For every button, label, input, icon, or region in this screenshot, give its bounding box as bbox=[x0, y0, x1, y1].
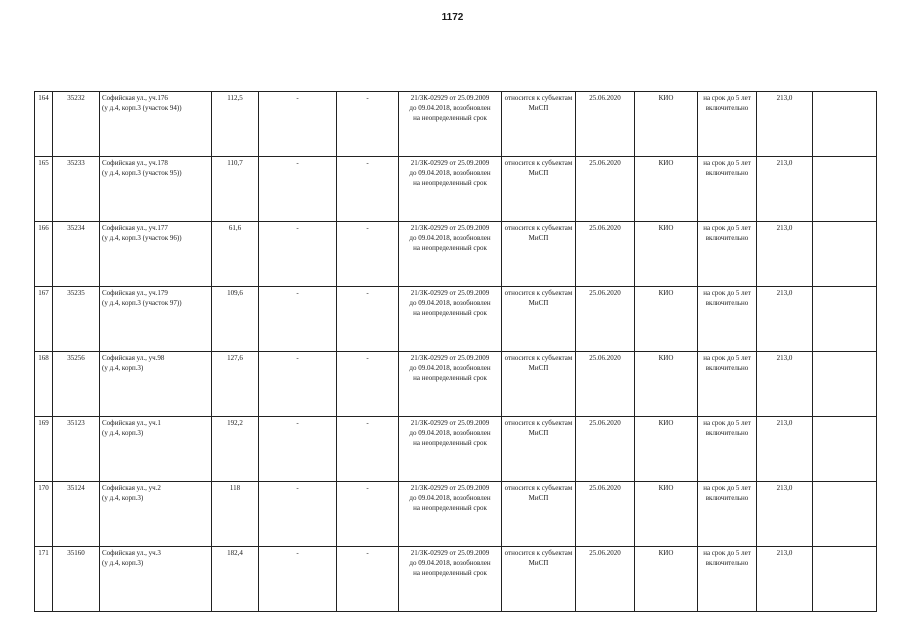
contract-renewal: на неопределенный срок bbox=[413, 179, 487, 187]
cell-value: 35124 bbox=[67, 484, 85, 492]
term-qualifier: включительно bbox=[705, 494, 749, 502]
term-line: на срок до 5 лет bbox=[703, 159, 751, 167]
cell-value: 168 bbox=[38, 354, 49, 362]
contract-cell bbox=[399, 417, 502, 482]
object-code bbox=[53, 222, 100, 287]
table-row bbox=[35, 157, 877, 222]
blank-cell bbox=[813, 547, 877, 612]
address-line: Софийская ул., уч.178 bbox=[102, 159, 168, 167]
address-line: Софийская ул., уч.176 bbox=[102, 94, 168, 102]
row-number bbox=[35, 352, 53, 417]
cell-value: КИО bbox=[658, 94, 674, 102]
term-line: на срок до 5 лет bbox=[703, 484, 751, 492]
cell-value: 25.06.2020 bbox=[589, 94, 621, 102]
term-qualifier: включительно bbox=[705, 299, 749, 307]
status-category: МиСП bbox=[528, 234, 549, 242]
cell-value: 25.06.2020 bbox=[589, 549, 621, 557]
cell-value: - bbox=[366, 419, 369, 427]
contract-cell bbox=[399, 547, 502, 612]
organization-cell bbox=[635, 482, 698, 547]
cell-value: 164 bbox=[38, 94, 49, 102]
empty-value-cell bbox=[259, 352, 337, 417]
cell-value: - bbox=[296, 224, 299, 232]
area-cell bbox=[212, 157, 259, 222]
status-line: относится к субъектам bbox=[504, 549, 573, 557]
cell-value: - bbox=[296, 549, 299, 557]
status-line: относится к субъектам bbox=[504, 289, 573, 297]
object-code bbox=[53, 417, 100, 482]
address-detail: (у д.4, корп.3 (участок 95)) bbox=[102, 169, 182, 177]
cell-value: 35256 bbox=[67, 354, 85, 362]
empty-value-cell bbox=[259, 482, 337, 547]
object-code bbox=[53, 352, 100, 417]
empty-value-cell bbox=[259, 417, 337, 482]
organization-cell bbox=[635, 157, 698, 222]
cell-value: 213,0 bbox=[776, 94, 793, 102]
cell-value: КИО bbox=[658, 419, 674, 427]
cell-value: - bbox=[366, 224, 369, 232]
contract-renewal: на неопределенный срок bbox=[413, 439, 487, 447]
row-number bbox=[35, 417, 53, 482]
cell-value: 213,0 bbox=[776, 484, 793, 492]
cell-value: 182,4 bbox=[227, 549, 243, 557]
cell-value: 110,7 bbox=[227, 159, 243, 167]
term-cell bbox=[698, 92, 757, 157]
rate-cell bbox=[757, 547, 813, 612]
blank-cell bbox=[813, 417, 877, 482]
cell-value: 25.06.2020 bbox=[589, 289, 621, 297]
status-line: относится к субъектам bbox=[504, 224, 573, 232]
area-cell bbox=[212, 352, 259, 417]
term-cell bbox=[698, 482, 757, 547]
contract-term: до 09.04.2018, возобновлен bbox=[409, 429, 491, 437]
cell-value: 35232 bbox=[67, 94, 85, 102]
empty-value-cell bbox=[259, 92, 337, 157]
cell-value: 35233 bbox=[67, 159, 85, 167]
address-line: Софийская ул., уч.1 bbox=[102, 419, 161, 427]
address-cell bbox=[100, 222, 212, 287]
term-cell bbox=[698, 547, 757, 612]
registry-rows bbox=[35, 92, 877, 612]
cell-value: 35234 bbox=[67, 224, 85, 232]
empty-value-cell bbox=[259, 157, 337, 222]
blank-cell bbox=[813, 157, 877, 222]
rate-cell bbox=[757, 352, 813, 417]
cell-value: 25.06.2020 bbox=[589, 159, 621, 167]
contract-renewal: на неопределенный срок bbox=[413, 114, 487, 122]
rate-cell bbox=[757, 92, 813, 157]
cell-value: КИО bbox=[658, 549, 674, 557]
area-cell bbox=[212, 482, 259, 547]
cell-value: 213,0 bbox=[776, 224, 793, 232]
row-number bbox=[35, 222, 53, 287]
rate-cell bbox=[757, 482, 813, 547]
empty-value-cell bbox=[337, 157, 399, 222]
table-row bbox=[35, 92, 877, 157]
term-qualifier: включительно bbox=[705, 364, 749, 372]
address-cell bbox=[100, 482, 212, 547]
blank-cell bbox=[813, 352, 877, 417]
row-number bbox=[35, 482, 53, 547]
area-cell bbox=[212, 222, 259, 287]
cell-value: 127,6 bbox=[227, 354, 243, 362]
status-category: МиСП bbox=[528, 104, 549, 112]
cell-value: 192,2 bbox=[227, 419, 243, 427]
cell-value: 35123 bbox=[67, 419, 85, 427]
date-cell bbox=[576, 92, 635, 157]
cell-value: 25.06.2020 bbox=[589, 419, 621, 427]
address-detail: (у д.4, корп.3 (участок 97)) bbox=[102, 299, 182, 307]
rate-cell bbox=[757, 287, 813, 352]
row-number bbox=[35, 547, 53, 612]
contract-term: до 09.04.2018, возобновлен bbox=[409, 559, 491, 567]
cell-value: - bbox=[366, 354, 369, 362]
object-code bbox=[53, 157, 100, 222]
area-cell bbox=[212, 417, 259, 482]
address-detail: (у д.4, корп.3) bbox=[102, 494, 144, 502]
term-qualifier: включительно bbox=[705, 429, 749, 437]
address-cell bbox=[100, 92, 212, 157]
cell-value: 35235 bbox=[67, 289, 85, 297]
date-cell bbox=[576, 417, 635, 482]
cell-value: 112,5 bbox=[227, 94, 243, 102]
cell-value: - bbox=[366, 484, 369, 492]
address-cell bbox=[100, 547, 212, 612]
status-cell bbox=[502, 157, 576, 222]
address-cell bbox=[100, 352, 212, 417]
blank-cell bbox=[813, 92, 877, 157]
blank-cell bbox=[813, 222, 877, 287]
term-line: на срок до 5 лет bbox=[703, 549, 751, 557]
address-detail: (у д.4, корп.3 (участок 94)) bbox=[102, 104, 182, 112]
term-line: на срок до 5 лет bbox=[703, 419, 751, 427]
date-cell bbox=[576, 222, 635, 287]
contract-renewal: на неопределенный срок bbox=[413, 374, 487, 382]
address-detail: (у д.4, корп.3) bbox=[102, 364, 144, 372]
blank-cell bbox=[813, 287, 877, 352]
cell-value: КИО bbox=[658, 289, 674, 297]
cell-value: - bbox=[366, 94, 369, 102]
contract-cell bbox=[399, 287, 502, 352]
blank-cell bbox=[813, 482, 877, 547]
cell-value: 109,6 bbox=[227, 289, 243, 297]
contract-term: до 09.04.2018, возобновлен bbox=[409, 494, 491, 502]
cell-value: - bbox=[296, 159, 299, 167]
contract-renewal: на неопределенный срок bbox=[413, 569, 487, 577]
contract-term: до 09.04.2018, возобновлен bbox=[409, 104, 491, 112]
contract-number: 21/ЗК-02929 от 25.09.2009 bbox=[410, 354, 490, 362]
contract-number: 21/ЗК-02929 от 25.09.2009 bbox=[410, 289, 490, 297]
cell-value: 35160 bbox=[67, 549, 85, 557]
cell-value: КИО bbox=[658, 224, 674, 232]
area-cell bbox=[212, 92, 259, 157]
cell-value: 169 bbox=[38, 419, 49, 427]
cell-value: 213,0 bbox=[776, 354, 793, 362]
empty-value-cell bbox=[337, 92, 399, 157]
cell-value: 170 bbox=[38, 484, 49, 492]
empty-value-cell bbox=[337, 222, 399, 287]
term-line: на срок до 5 лет bbox=[703, 289, 751, 297]
empty-value-cell bbox=[337, 482, 399, 547]
address-detail: (у д.4, корп.3) bbox=[102, 559, 144, 567]
table-row bbox=[35, 417, 877, 482]
cell-value: - bbox=[366, 549, 369, 557]
cell-value: 213,0 bbox=[776, 549, 793, 557]
contract-number: 21/ЗК-02929 от 25.09.2009 bbox=[410, 224, 490, 232]
term-qualifier: включительно bbox=[705, 559, 749, 567]
organization-cell bbox=[635, 417, 698, 482]
table-row bbox=[35, 547, 877, 612]
cell-value: 171 bbox=[38, 549, 49, 557]
contract-cell bbox=[399, 352, 502, 417]
empty-value-cell bbox=[259, 287, 337, 352]
cell-value: - bbox=[296, 484, 299, 492]
row-number bbox=[35, 287, 53, 352]
cell-value: - bbox=[296, 94, 299, 102]
cell-value: 213,0 bbox=[776, 289, 793, 297]
contract-number: 21/ЗК-02929 от 25.09.2009 bbox=[410, 549, 490, 557]
status-line: относится к субъектам bbox=[504, 419, 573, 427]
contract-cell bbox=[399, 157, 502, 222]
cell-value: 118 bbox=[229, 484, 241, 492]
term-qualifier: включительно bbox=[705, 234, 749, 242]
address-detail: (у д.4, корп.3 (участок 96)) bbox=[102, 234, 182, 242]
cell-value: - bbox=[296, 354, 299, 362]
table-row bbox=[35, 287, 877, 352]
term-line: на срок до 5 лет bbox=[703, 94, 751, 102]
address-line: Софийская ул., уч.177 bbox=[102, 224, 168, 232]
organization-cell bbox=[635, 92, 698, 157]
term-cell bbox=[698, 222, 757, 287]
cell-value: 165 bbox=[38, 159, 49, 167]
status-cell bbox=[502, 222, 576, 287]
term-cell bbox=[698, 417, 757, 482]
term-line: на срок до 5 лет bbox=[703, 224, 751, 232]
empty-value-cell bbox=[337, 352, 399, 417]
empty-value-cell bbox=[337, 547, 399, 612]
status-category: МиСП bbox=[528, 429, 549, 437]
organization-cell bbox=[635, 222, 698, 287]
row-number bbox=[35, 92, 53, 157]
table-row bbox=[35, 222, 877, 287]
status-cell bbox=[502, 352, 576, 417]
organization-cell bbox=[635, 287, 698, 352]
contract-renewal: на неопределенный срок bbox=[413, 309, 487, 317]
object-code bbox=[53, 287, 100, 352]
cell-value: 25.06.2020 bbox=[589, 354, 621, 362]
cell-value: - bbox=[366, 159, 369, 167]
cell-value: 213,0 bbox=[776, 159, 793, 167]
cell-value: - bbox=[296, 419, 299, 427]
address-line: Софийская ул., уч.2 bbox=[102, 484, 161, 492]
status-line: относится к субъектам bbox=[504, 484, 573, 492]
address-cell bbox=[100, 417, 212, 482]
contract-term: до 09.04.2018, возобновлен bbox=[409, 364, 491, 372]
empty-value-cell bbox=[337, 417, 399, 482]
term-qualifier: включительно bbox=[705, 169, 749, 177]
contract-cell bbox=[399, 482, 502, 547]
contract-number: 21/ЗК-02929 от 25.09.2009 bbox=[410, 159, 490, 167]
table-row bbox=[35, 352, 877, 417]
registry-table bbox=[34, 91, 877, 612]
object-code bbox=[53, 92, 100, 157]
cell-value: КИО bbox=[658, 484, 674, 492]
rate-cell bbox=[757, 157, 813, 222]
cell-value: КИО bbox=[658, 159, 674, 167]
cell-value: 25.06.2020 bbox=[589, 224, 621, 232]
contract-cell bbox=[399, 92, 502, 157]
status-category: МиСП bbox=[528, 364, 549, 372]
contract-number: 21/ЗК-02929 от 25.09.2009 bbox=[410, 484, 490, 492]
address-cell bbox=[100, 287, 212, 352]
date-cell bbox=[576, 352, 635, 417]
cell-value: КИО bbox=[658, 354, 674, 362]
cell-value: - bbox=[296, 289, 299, 297]
object-code bbox=[53, 547, 100, 612]
status-cell bbox=[502, 547, 576, 612]
empty-value-cell bbox=[259, 547, 337, 612]
contract-number: 21/ЗК-02929 от 25.09.2009 bbox=[410, 419, 490, 427]
contract-term: до 09.04.2018, возобновлен bbox=[409, 299, 491, 307]
empty-value-cell bbox=[337, 287, 399, 352]
cell-value: 25.06.2020 bbox=[589, 484, 621, 492]
address-cell bbox=[100, 157, 212, 222]
status-category: МиСП bbox=[528, 299, 549, 307]
term-line: на срок до 5 лет bbox=[703, 354, 751, 362]
status-category: МиСП bbox=[528, 559, 549, 567]
cell-value: 61,6 bbox=[228, 224, 242, 232]
table-row bbox=[35, 482, 877, 547]
status-cell bbox=[502, 417, 576, 482]
address-line: Софийская ул., уч.179 bbox=[102, 289, 168, 297]
status-category: МиСП bbox=[528, 169, 549, 177]
term-qualifier: включительно bbox=[705, 104, 749, 112]
rate-cell bbox=[757, 222, 813, 287]
date-cell bbox=[576, 482, 635, 547]
term-cell bbox=[698, 157, 757, 222]
area-cell bbox=[212, 547, 259, 612]
organization-cell bbox=[635, 352, 698, 417]
status-line: относится к субъектам bbox=[504, 159, 573, 167]
term-cell bbox=[698, 352, 757, 417]
cell-value: 213,0 bbox=[776, 419, 793, 427]
status-cell bbox=[502, 287, 576, 352]
date-cell bbox=[576, 547, 635, 612]
cell-value: 166 bbox=[38, 224, 49, 232]
status-cell bbox=[502, 482, 576, 547]
status-category: МиСП bbox=[528, 494, 549, 502]
contract-renewal: на неопределенный срок bbox=[413, 504, 487, 512]
area-cell bbox=[212, 287, 259, 352]
date-cell bbox=[576, 157, 635, 222]
row-number bbox=[35, 157, 53, 222]
address-line: Софийская ул., уч.98 bbox=[102, 354, 165, 362]
status-cell bbox=[502, 92, 576, 157]
empty-value-cell bbox=[259, 222, 337, 287]
cell-value: 167 bbox=[38, 289, 49, 297]
contract-cell bbox=[399, 222, 502, 287]
organization-cell bbox=[635, 547, 698, 612]
rate-cell bbox=[757, 417, 813, 482]
object-code bbox=[53, 482, 100, 547]
address-line: Софийская ул., уч.3 bbox=[102, 549, 161, 557]
address-detail: (у д.4, корп.3) bbox=[102, 429, 144, 437]
contract-number: 21/ЗК-02929 от 25.09.2009 bbox=[410, 94, 490, 102]
contract-term: до 09.04.2018, возобновлен bbox=[409, 169, 491, 177]
term-cell bbox=[698, 287, 757, 352]
contract-term: до 09.04.2018, возобновлен bbox=[409, 234, 491, 242]
status-line: относится к субъектам bbox=[504, 354, 573, 362]
date-cell bbox=[576, 287, 635, 352]
status-line: относится к субъектам bbox=[504, 94, 573, 102]
page-number: 1172 bbox=[441, 12, 464, 23]
cell-value: - bbox=[366, 289, 369, 297]
contract-renewal: на неопределенный срок bbox=[413, 244, 487, 252]
